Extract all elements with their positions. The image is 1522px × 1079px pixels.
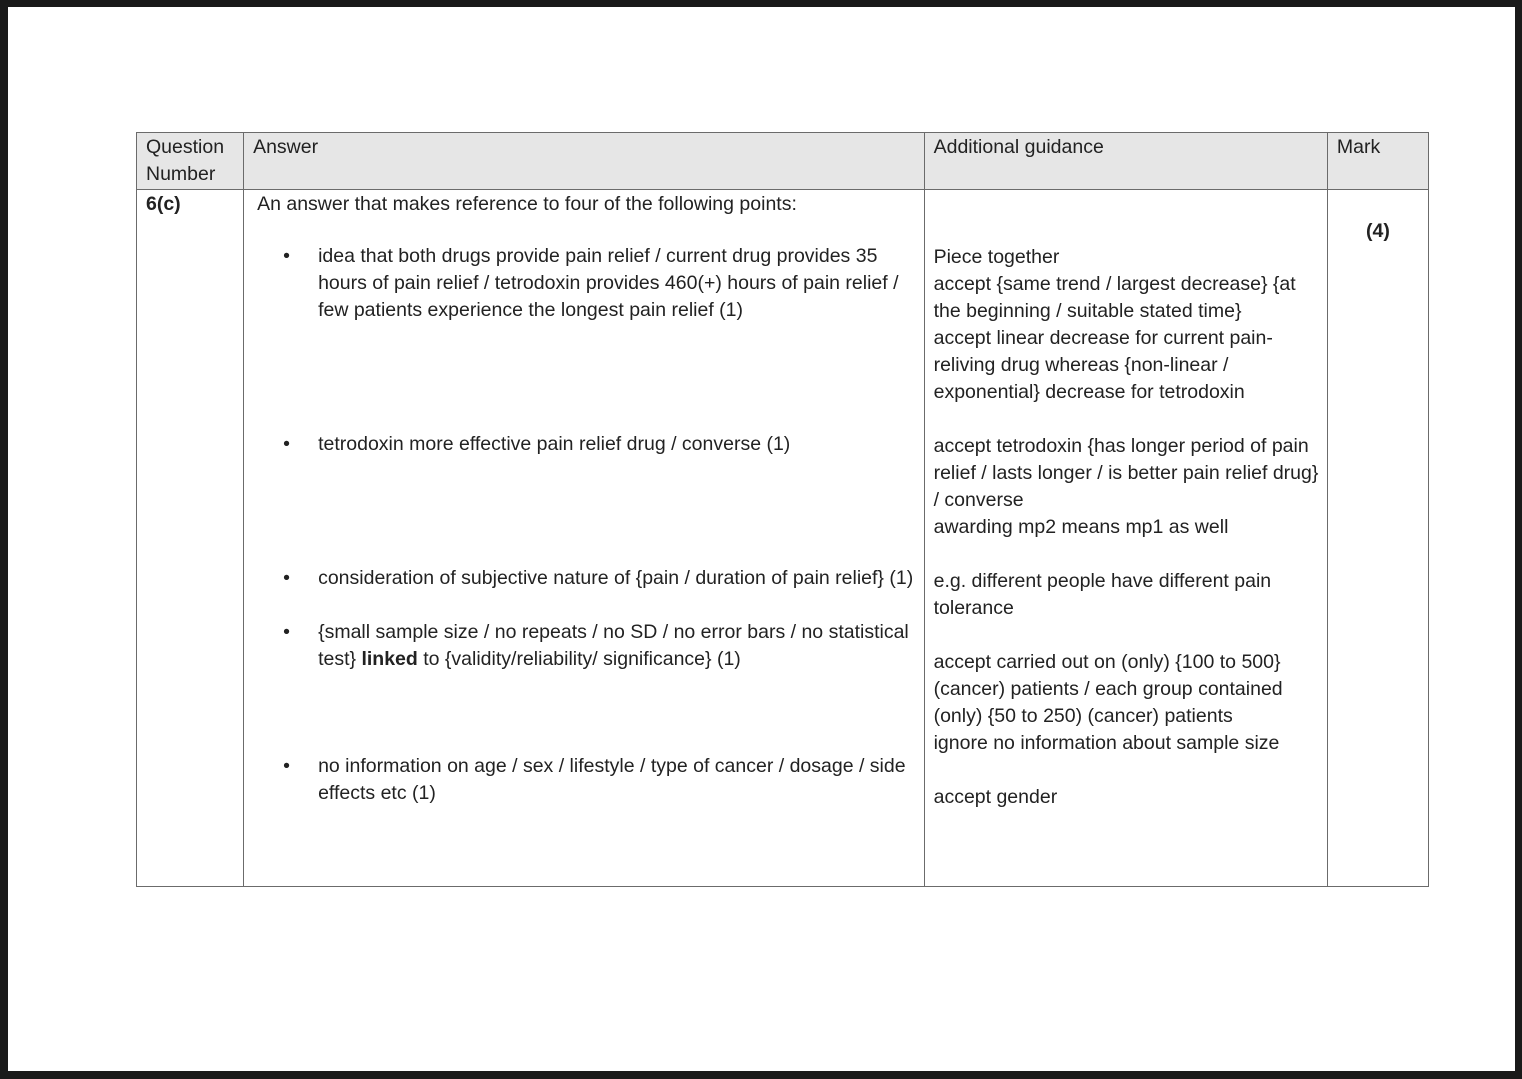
answer-cell bbox=[244, 190, 925, 887]
guidance-block-4 bbox=[934, 649, 1321, 757]
guidance-block-3 bbox=[934, 568, 1321, 622]
guidance-line: accept tetrodoxin {has longer period of pain relief / lasts longer / is better pain relief drug} / converse bbox=[933, 435, 1319, 511]
answer-point-3 bbox=[257, 565, 914, 592]
header-answer: Answer bbox=[244, 133, 925, 190]
guidance-line: e.g. different people have different pain tolerance bbox=[933, 570, 1272, 619]
bullet-icon: • bbox=[283, 621, 290, 643]
bullet-icon: • bbox=[283, 755, 290, 777]
answer-point-text-before: {small sample size / no repeats / no SD / no error bars / no statistical test} bbox=[318, 621, 909, 670]
guidance-line: accept {same trend / largest decrease} {at the beginning / suitable stated time} bbox=[933, 273, 1296, 322]
guidance-line: accept linear decrease for current pain-reliving drug whereas {non-linear / exponential} decrease for tetrodoxin bbox=[933, 327, 1273, 403]
mark-scheme-table bbox=[136, 132, 1429, 887]
answer-intro: An answer that makes reference to four of the following points: bbox=[257, 193, 797, 215]
answer-point-4 bbox=[257, 619, 914, 673]
guidance-line: Piece together bbox=[933, 246, 1060, 268]
mark-cell bbox=[1327, 190, 1428, 887]
guidance-cell bbox=[924, 190, 1327, 887]
guidance-line: accept carried out on (only) {100 to 500} (cancer) patients / each group contained (only) {50 to 250) (cancer) patients bbox=[933, 651, 1283, 727]
answer-point-text: idea that both drugs provide pain relief / current drug provides 35 hours of pain relief / tetrodoxin provides 460(+) hours of pain relief / few patients experience the longest pain relief (1) bbox=[318, 245, 899, 321]
document-page bbox=[8, 7, 1515, 1071]
question-number: 6(c) bbox=[137, 190, 244, 887]
header-mark: Mark bbox=[1327, 133, 1428, 190]
answer-point-text: no information on age / sex / lifestyle / type of cancer / dosage / side effects etc (1) bbox=[318, 755, 906, 804]
answer-point-5 bbox=[257, 753, 914, 807]
header-additional-guidance: Additional guidance bbox=[924, 133, 1327, 190]
mark-value: (4) bbox=[1366, 220, 1390, 242]
bullet-icon: • bbox=[283, 433, 290, 455]
header-question-number: Question Number bbox=[137, 133, 244, 190]
guidance-line: ignore no information about sample size bbox=[933, 732, 1280, 754]
answer-point-text: tetrodoxin more effective pain relief drug / converse (1) bbox=[318, 433, 791, 455]
guidance-line: awarding mp2 means mp1 as well bbox=[933, 516, 1229, 538]
answer-point-text: consideration of subjective nature of {pain / duration of pain relief} (1) bbox=[318, 567, 914, 589]
answer-point-1 bbox=[257, 243, 914, 324]
guidance-block-5 bbox=[934, 784, 1321, 811]
answer-point-bold-keyword: linked bbox=[361, 648, 418, 670]
guidance-block-2 bbox=[934, 433, 1321, 541]
header-row bbox=[137, 133, 1429, 190]
answer-row bbox=[137, 190, 1429, 887]
answer-point-2 bbox=[257, 431, 914, 458]
bullet-icon: • bbox=[283, 567, 290, 589]
guidance-block-1 bbox=[934, 244, 1321, 406]
bullet-icon: • bbox=[283, 245, 290, 267]
answer-point-text-after: to {validity/reliability/ significance} (1) bbox=[417, 648, 741, 670]
guidance-line: accept gender bbox=[933, 786, 1058, 808]
